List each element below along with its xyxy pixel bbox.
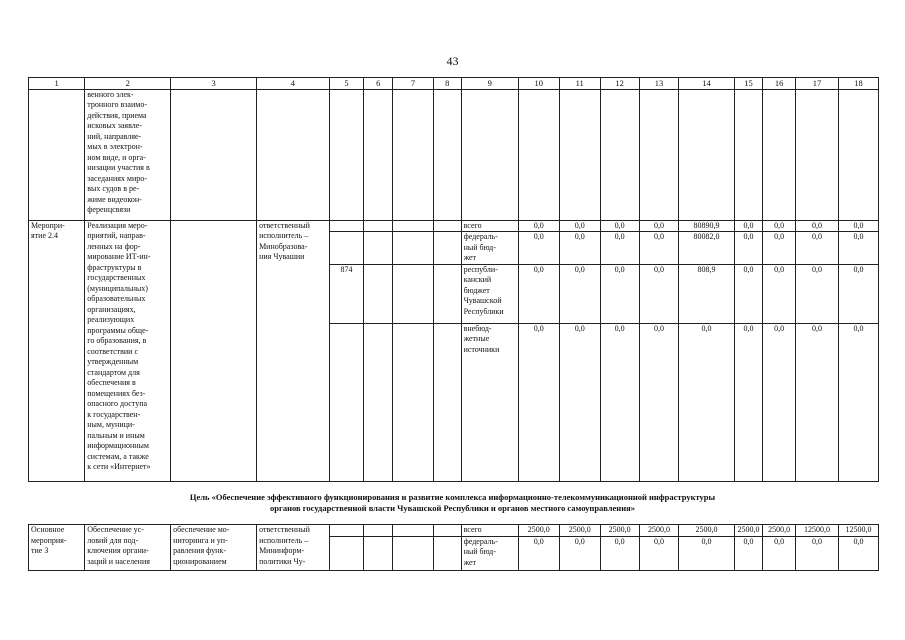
amount-cell: 0,0 <box>600 323 639 481</box>
amount-cell: 0,0 <box>679 536 734 570</box>
amount-cell: 2500,0 <box>679 525 734 537</box>
column-number: 15 <box>734 78 763 90</box>
amount-cell: 0,0 <box>559 536 600 570</box>
column-number: 5 <box>329 78 364 90</box>
amount-cell: 0,0 <box>795 323 838 481</box>
amount-cell: 0,0 <box>518 536 559 570</box>
amount-cell: 0,0 <box>600 220 639 232</box>
funding-source: всего <box>461 220 518 232</box>
column-number: 11 <box>559 78 600 90</box>
column-number: 18 <box>838 78 878 90</box>
description-cell: Обеспечение ус- ловий для под- ключения органи- заций и населения <box>85 525 171 571</box>
column-number: 9 <box>461 78 518 90</box>
amount-cell: 0,0 <box>734 536 763 570</box>
amount-cell: 0,0 <box>639 232 679 265</box>
amount-cell: 808,9 <box>679 264 734 323</box>
amount-cell: 0,0 <box>559 323 600 481</box>
goal-line: Цель «Обеспечение эффективного функционирования и развитие комплекса информационно-телекоммуникационной инфраструктуры <box>189 492 716 502</box>
column-number: 16 <box>763 78 796 90</box>
description-cell: венного элек- тронного взаимо- действия, приема исковых заявле- ний, направляе- мых в электрон- ном виде, и орга- низации участия в заседаниях миро- вых судов в ре- жиме видеокон- ференцсвязи <box>85 89 171 220</box>
measure-label: Основное мероприя- тие 3 <box>29 525 85 571</box>
amount-cell: 0,0 <box>838 323 878 481</box>
amount-cell: 0,0 <box>600 232 639 265</box>
page-number: 43 <box>446 54 459 68</box>
amount-cell: 0,0 <box>734 220 763 232</box>
amount-cell: 0,0 <box>734 232 763 265</box>
amount-cell: 80890,9 <box>679 220 734 232</box>
column-number-row <box>29 78 879 90</box>
amount-cell: 12500,0 <box>795 525 838 537</box>
amount-cell: 0,0 <box>559 264 600 323</box>
amount-cell: 0,0 <box>838 232 878 265</box>
amount-cell: 0,0 <box>639 220 679 232</box>
description-cell: Реализация меро- приятий, направ- ленных на фор- мирование ИТ-ин- фраструктуры в государственных (муниципальных) образовательных организациях, реализующих программы обще- го образования, в соответствии с утвержденным стандартом для обеспечения в помещениях без- опасного доступа к государствен- ным, муници- пальным и иным информационным системам, а также к сети «Интернет» <box>85 220 171 481</box>
program-table <box>28 77 879 482</box>
amount-cell: 2500,0 <box>763 525 796 537</box>
amount-cell: 0,0 <box>795 536 838 570</box>
amount-cell: 0,0 <box>559 232 600 265</box>
amount-cell: 0,0 <box>639 536 679 570</box>
amount-cell: 0,0 <box>518 323 559 481</box>
executor-cell: ответственный исполнитель – Мининформ- политики Чу- <box>257 525 330 571</box>
column-number: 3 <box>171 78 257 90</box>
funding-source: всего <box>461 525 518 537</box>
amount-cell: 0,0 <box>600 264 639 323</box>
amount-cell: 2500,0 <box>734 525 763 537</box>
column-number: 1 <box>29 78 85 90</box>
table-row <box>29 525 879 537</box>
amount-cell: 0,0 <box>559 220 600 232</box>
amount-cell: 2500,0 <box>639 525 679 537</box>
amount-cell: 0,0 <box>518 232 559 265</box>
column-number: 8 <box>433 78 461 90</box>
amount-cell: 0,0 <box>763 323 796 481</box>
amount-cell: 2500,0 <box>600 525 639 537</box>
goal-line: органов государственной власти Чувашской Республики и органов местного самоуправления» <box>270 503 635 513</box>
amount-cell: 0,0 <box>838 264 878 323</box>
table-row <box>29 89 879 220</box>
column-number: 2 <box>85 78 171 90</box>
amount-cell: 0,0 <box>795 232 838 265</box>
column-number: 6 <box>364 78 393 90</box>
column-number: 14 <box>679 78 734 90</box>
amount-cell: 0,0 <box>639 264 679 323</box>
column-number: 4 <box>257 78 330 90</box>
goal-heading <box>0 492 905 514</box>
measure-label: Меропри- ятие 2.4 <box>29 220 85 481</box>
table-row <box>29 220 879 232</box>
program-table-goal <box>28 524 879 571</box>
amount-cell: 0,0 <box>679 323 734 481</box>
amount-cell: 0,0 <box>838 536 878 570</box>
code-cell: 874 <box>329 264 364 323</box>
amount-cell: 0,0 <box>763 264 796 323</box>
column-number: 10 <box>518 78 559 90</box>
amount-cell: 0,0 <box>600 536 639 570</box>
amount-cell: 0,0 <box>639 323 679 481</box>
funding-source: внебюд- жетные источники <box>461 323 518 481</box>
amount-cell: 0,0 <box>795 220 838 232</box>
executor-cell: ответственный исполнитель – Минобразова- ния Чувашии <box>257 220 330 481</box>
amount-cell: 0,0 <box>734 323 763 481</box>
amount-cell: 0,0 <box>795 264 838 323</box>
target-cell: обеспечение мо- ниторинга и уп- равления функ- ционированием <box>171 525 257 571</box>
amount-cell: 0,0 <box>763 232 796 265</box>
amount-cell: 80082,0 <box>679 232 734 265</box>
amount-cell: 0,0 <box>838 220 878 232</box>
amount-cell: 0,0 <box>734 264 763 323</box>
funding-source: федераль- ный бюд- жет <box>461 536 518 570</box>
column-number: 13 <box>639 78 679 90</box>
amount-cell: 0,0 <box>518 264 559 323</box>
column-number: 7 <box>393 78 434 90</box>
column-number: 17 <box>795 78 838 90</box>
amount-cell: 0,0 <box>518 220 559 232</box>
amount-cell: 12500,0 <box>838 525 878 537</box>
funding-source: федераль- ный бюд- жет <box>461 232 518 265</box>
column-number: 12 <box>600 78 639 90</box>
amount-cell: 2500,0 <box>559 525 600 537</box>
amount-cell: 2500,0 <box>518 525 559 537</box>
amount-cell: 0,0 <box>763 536 796 570</box>
funding-source: республи- канский бюджет Чувашской Республики <box>461 264 518 323</box>
amount-cell: 0,0 <box>763 220 796 232</box>
